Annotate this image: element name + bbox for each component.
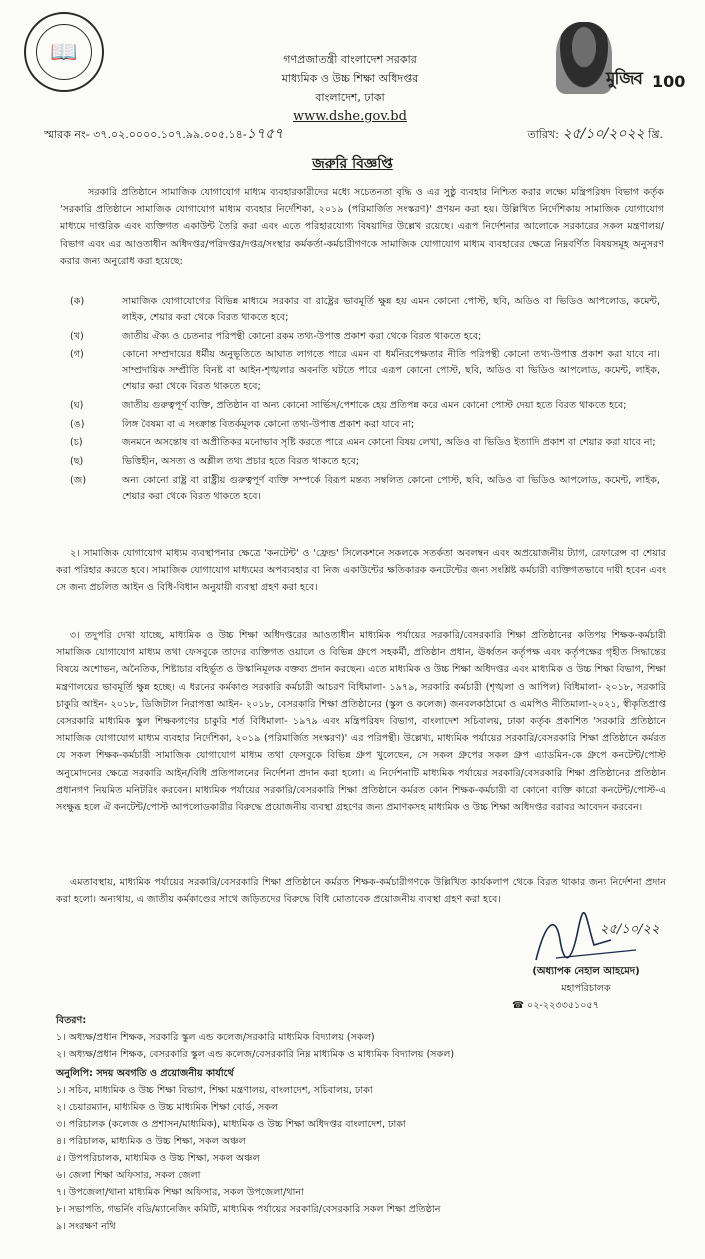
- memo-handwritten-number: ১৭৫৭: [246, 126, 284, 142]
- list-item: ৬। জেলা শিক্ষা অফিসার, সকল জেলা: [56, 1170, 201, 1181]
- list-item: ৩। পরিচালক (কলেজ ও প্রশাসন/মাধ্যমিক), মাধ্যমিক ও উচ্চ শিক্ষা অধিদপ্তর বাংলাদেশ, ঢাকা: [56, 1119, 406, 1130]
- signatory-name: (অধ্যাপক নেহাল আহমেদ): [532, 966, 640, 977]
- letterhead: [180, 50, 520, 126]
- distribution-title: বিতরণ:: [56, 1015, 87, 1026]
- list-item: [70, 347, 660, 394]
- list-item: ৯। সংরক্ষণ নথি: [56, 1221, 116, 1232]
- list-item: ৮। সভাপতি, গভর্নিং বডি/ম্যানেজিং কমিটি, মাধ্যমিক পর্যায়ের সরকারি/বেসরকারি সকল শিক্ষা প্রতিষ্ঠান: [56, 1204, 441, 1215]
- location-line: বাংলাদেশ, ঢাকা: [315, 91, 385, 104]
- paragraph-2: ২। সামাজিক যোগাযোগ মাধ্যম ব্যবস্থাপনার ক্ষেত্রে 'কনটেন্ট' ও 'ফ্রেন্ড' সিলেকশনে সকলকে সতর্কতা অবলম্বন এবং অপ্রয়োজনীয় ট্যাগ, রেফারেন্স বা শেয়ার করা পরিহার করতে হবে। সামাজিক যোগাযোগ মাধ্যমের অপব্যবহার বা নিজ একাউন্টের ক্ষতিকারক কনটেন্টের জন্য সংশ্লিষ্ট কর্মচারী ব্যক্তিগতভাবে দায়ী হবেন এবং সে জন্য প্রচলিত আইন ও বিধি-বিধান অনুযায়ী ব্যবস্থা গ্রহণ করা হবে।: [56, 548, 666, 594]
- item-text: অন্য কোনো রাষ্ট্র বা রাষ্ট্রীয় গুরুত্বপূর্ণ ব্যক্তি সম্পর্কে বিরূপ মন্তব্য সম্বলিত কোনো পোস্ট, ছবি, অডিও বা ভিডিও আপলোড, কমেন্ট, লাইক, শেয়ার করা থেকে বিরত থাকতে হবে।: [122, 474, 660, 502]
- govt-line: গণপ্রজাতন্ত্রী বাংলাদেশ সরকার: [283, 53, 417, 66]
- website-link[interactable]: www.dshe.gov.bd: [293, 109, 407, 124]
- item-text: জাতীয় গুরুত্বপূর্ণ ব্যক্তি, প্রতিষ্ঠান বা অন্য কোনো সার্ভিস/পেশাকে হেয় প্রতিপন্ন করে এমন কোনো পোস্ট দেয়া হতে বিরত থাকতে হবে;: [122, 399, 627, 411]
- list-item: ২। অধ্যক্ষ/প্রধান শিক্ষক, বেসরকারি স্কুল এন্ড কলেজ/বেসরকারি নিম্ন মাধ্যমিক ও মাধ্যমিক বিদ্যালয় (সকল): [56, 1049, 455, 1060]
- list-item: ৫। উপপরিচালক, মাধ্যমিক ও উচ্চ শিক্ষা, সকল অঞ্চল: [56, 1153, 260, 1164]
- list-item: ৭। উপজেলা/থানা মাধ্যমিক শিক্ষা অফিসার, সকল উপজেলা/থানা: [56, 1187, 304, 1198]
- list-item: [70, 417, 660, 433]
- list-item: [70, 454, 660, 470]
- portrait-icon: [556, 22, 612, 94]
- phone-number: ০২-২২৩৩৫১০৫৭: [526, 1000, 599, 1011]
- paragraph-4: এমতাবস্থায়, মাধ্যমিক পর্যায়ের সরকারি/বেসরকারি শিক্ষা প্রতিষ্ঠানে কর্মরত শিক্ষক-কর্মচারীগণকে উল্লিখিত কার্যকলাপ থেকে বিরত থাকার জন্য নির্দেশনা প্রদান করা হলো। অন্যথায়, এ জাতীয় কর্মকাণ্ডের সাথে জড়িতদের বিরুদ্ধে বিধি মোতাবেক প্রয়োজনীয় ব্যবস্থা গ্রহণ করা হবে।: [56, 877, 666, 906]
- list-item: ৪। পরিচালক, মাধ্যমিক ও উচ্চ শিক্ষা, সকল অঞ্চল: [56, 1136, 246, 1147]
- item-marker: (ঘ): [70, 399, 84, 411]
- item-marker: (চ): [70, 437, 83, 449]
- paragraph-3: ৩। তদুপরি দেখা যাচ্ছে, মাধ্যমিক ও উচ্চ শিক্ষা অধিদপ্তরের আওতাধীন মাধ্যমিক পর্যায়ের সরকারি/বেসরকারি শিক্ষা প্রতিষ্ঠানের কতিপয় শিক্ষক-কর্মচারী সামাজিক যোগাযোগ মাধ্যম তথা ফেসবুকে তাদের ব্যক্তিগত ওয়ালে ও বিভিন্ন গ্রুপে সহকর্মী, প্রতিষ্ঠান প্রধান, ঊর্ধ্বতন কর্তৃপক্ষ এবং কর্তৃপক্ষের গৃহীত সিদ্ধান্তের বিষয়ে অশোভন, অনৈতিক, শিষ্টাচার বহির্ভূত ও উস্কানিমূলক বক্তব্য প্রদান করছেন। এতে মাধ্যমিক ও উচ্চ শিক্ষা অধিদপ্তর এবং মাধ্যমিক ও উচ্চ শিক্ষা বিভাগ, শিক্ষা মন্ত্রণালয়ের ভাবমূর্তি ক্ষুন্ন হচ্ছে। এ ধরনের কর্মকাণ্ড সরকারি কর্মচারী আচরণ বিধিমালা- ১৯৭৯, সরকারি কর্মচারী (শৃঙ্খলা ও আপিল) বিধিমালা- ২০১৮, সরকারি চাকুরি আইন- ২০১৮, ডিজিটাল নিরাপত্তা আইন- ২০১৮, বেসরকারি শিক্ষা প্রতিষ্ঠানের (স্কুল ও কলেজ) জনবলকাঠামো ও এমপিও নীতিমালা-২০২১, স্বীকৃতিপ্রাপ্ত বেসরকারি মাধ্যমিক স্কুল শিক্ষকগণের চাকুরি শর্ত বিধিমালা- ১৯৭৯ এবং মন্ত্রিপরিষদ বিভাগ, বাংলাদেশ সচিবালয়, ঢাকা কর্তৃক প্রকাশিত 'সরকারি প্রতিষ্ঠানে সামাজিক যোগাযোগ মাধ্যম ব্যবহার নির্দেশিকা, ২০১৯ (পরিমার্জিত সংস্করণ)' এর পরিপন্থী। উল্লেখ্য, মাধ্যমিক পর্যায়ের সরকারি/বেসরকারি শিক্ষা প্রতিষ্ঠানে কর্মরত যে সকল শিক্ষক-কর্মচারী সামাজিক যোগাযোগ মাধ্যম তথা ফেসবুকে বিভিন্ন গ্রুপ খুলেছেন, সে সকল গ্রুপের সকল গ্রুপ এ্যাডমিন-কে গ্রুপে কনটেন্ট/পোস্ট অনুমোদনের ক্ষেত্রে সরকারি আইন/বিধি প্রতিপালনের নির্দেশনা প্রদান করা হলো। এ নির্দেশনাটি মাধ্যমিক পর্যায়ের সরকারি/বেসরকারি শিক্ষা প্রতিষ্ঠানের প্রতিষ্ঠান প্রধানগণ নিয়মিত মনিটরিং করবেন। মাধ্যমিক পর্যায়ের সরকারি/বেসরকারি শিক্ষা প্রতিষ্ঠানে কর্মরত কোন শিক্ষক-কর্মচারী বা কোনো ব্যক্তি কারো কনটেন্ট/পোস্ট-এ সংক্ষুব্ধ হলে ঐ কনটেন্ট/পোস্ট আপলোডকারীর বিরুদ্ধে প্রয়োজনীয় ব্যবস্থা গ্রহণের জন্য প্রমাণকসহ মাধ্যমিক ও উচ্চ শিক্ষা অধিদপ্তর বরাবর আবেদন করবেন।: [56, 630, 666, 814]
- list-item: [70, 473, 660, 505]
- list-item: [70, 435, 660, 451]
- date-label: তারিখ:: [527, 128, 559, 141]
- item-text: লিঙ্গ বৈষম্য বা এ সংক্রান্ত বিতর্কমূলক কোনো তথ্য-উপাত্ত প্রকাশ করা যাবে না;: [122, 418, 415, 430]
- date-value: ২৫/১০/২০২২: [562, 126, 645, 142]
- date-suffix: খ্রি.: [648, 128, 663, 141]
- list-item: [70, 294, 660, 326]
- memo-date: [527, 122, 663, 146]
- item-text: কোনো সম্প্রদায়ের ধর্মীয় অনুভূতিতে আঘাত লাগতে পারে এমন বা ধর্মনিরপেক্ষতার নীতি পরিপন্থী কোনো তথ্য-উপাত্ত প্রকাশ করা যাবে না। সাম্প্রদায়িক সম্প্রীতি বিনষ্ট বা আইন-শৃঙ্খলার অবনতি ঘটতে পারে এরূপ কোনো পোস্ট, ছবি, অডিও বা ভিডিও আপলোড, কমেন্ট, লাইক, শেয়ার করা থেকে বিরত থাকতে হবে;: [122, 349, 660, 392]
- item-marker: (খ): [70, 330, 84, 342]
- distribution-list: [56, 1029, 676, 1063]
- book-emblem-icon: 📖: [36, 24, 92, 80]
- memo-prefix: স্মারক নং- ৩৭.০২.০০০০.১০৭.৯৯.০০৫.১৪-: [44, 128, 247, 141]
- copies-list: [56, 1082, 676, 1235]
- item-marker: (ঙ): [70, 418, 85, 430]
- copies-title: অনুলিপি: সদয় অবগতি ও প্রয়োজনীয় কার্যার্থে: [56, 1068, 234, 1079]
- list-item: ২। চেয়ারম্যান, মাধ্যমিক ও উচ্চ মাধ্যমিক শিক্ষা বোর্ড, সকল: [56, 1102, 279, 1113]
- item-marker: (ক): [70, 296, 85, 307]
- item-text: ভিত্তিহীন, অসত্য ও অশ্লীল তথ্য প্রচার হতে বিরত থাকতে হবে;: [122, 456, 360, 468]
- education-emblem: [24, 12, 104, 92]
- phone-icon: ☎: [512, 1000, 524, 1011]
- list-item: ১। অধ্যক্ষ/প্রধান শিক্ষক, সরকারি স্কুল এন্ড কলেজ/সরকারি মাধ্যমিক বিদ্যালয় (সকল): [56, 1032, 375, 1043]
- instruction-list: [70, 294, 660, 508]
- item-marker: (গ): [70, 349, 84, 361]
- notice-title: জরুরি বিজ্ঞপ্তি: [312, 156, 393, 172]
- list-item: [70, 398, 660, 414]
- copies-section: [56, 1065, 676, 1235]
- office-line: মাধ্যমিক ও উচ্চ শিক্ষা অধিদপ্তর: [281, 72, 419, 85]
- item-text: সামাজিক যোগাযোগের বিভিন্ন মাধ্যমে সরকার বা রাষ্ট্রের ভাবমূর্তি ক্ষুন্ন হয় এমন কোনো পোস্ট, ছবি, অডিও বা ভিডিও আপলোড, কমেন্ট, লাইক, শেয়ার করা থেকে বিরত থাকতে হবে;: [122, 296, 660, 323]
- mujib-100-logo: [556, 22, 686, 102]
- item-text: জাতীয় ঐক্য ও চেতনার পরিপন্থী কোনো রকম তথ্য-উপাত্ত প্রকাশ করা থেকে বিরত থাকতে হবে;: [122, 330, 482, 342]
- intro-paragraph: সরকারি প্রতিষ্ঠানে সামাজিক যোগাযোগ মাধ্যম ব্যবহারকারীদের মধ্যে সচেতনতা বৃদ্ধি ও এর সুষ্ঠু ব্যবহার নিশ্চিত করার লক্ষ্যে মন্ত্রিপরিষদ বিভাগ কর্তৃক 'সরকারি প্রতিষ্ঠানে সামাজিক যোগাযোগ মাধ্যম ব্যবহার নির্দেশিকা, ২০১৯ (পরিমার্জিত সংস্করণ)' প্রণয়ন করা হয়। উল্লিখিত নির্দেশিকায় সামাজিক যোগাযোগ মাধ্যমে দাপ্তরিক এবং ব্যক্তিগত একাউন্ট তৈরি করা এবং এতে পরিহারযোগ্য বিষয়াদির উল্লেখ রয়েছে। এরূপ নির্দেশনার আলোকে সরকারের সকল মন্ত্রণালয়/বিভাগ এবং এর আওতাধীন অধিদপ্তর/পরিদপ্তর/দপ্তর/সংস্থার কর্মকর্তা-কর্মচারীগণকে সামাজিক যোগাযোগ মাধ্যম ব্যবহারের ক্ষেত্রে নিম্নবর্ণিত বিষয়সমূহ অনুসরণ করার জন্য অনুরোধ করা হয়েছে:: [60, 187, 664, 267]
- item-marker: (জ): [70, 474, 87, 486]
- list-item: ১। সচিব, মাধ্যমিক ও উচ্চ শিক্ষা বিভাগ, শিক্ষা মন্ত্রণালয়, বাংলাদেশ, সচিবালয়, ঢাকা: [56, 1085, 373, 1096]
- item-text: জনমনে অসন্তোষ বা অপ্রীতিকর মনোভাব সৃষ্টি করতে পারে এমন কোনো বিষয় লেখা, অডিও বা ভিডিও ইত্যাদি প্রকাশ বা শেয়ার করা যাবে না;: [122, 437, 656, 449]
- memo-number: [44, 122, 283, 146]
- signatory-designation: মহাপরিচালক: [561, 983, 611, 994]
- mujib-logo-number: 100: [652, 72, 686, 91]
- item-marker: (ছ): [70, 456, 84, 468]
- list-item: [70, 329, 660, 345]
- signature-date: ২৫/১০/২২: [600, 922, 660, 937]
- distribution-section: [56, 1012, 676, 1063]
- mujib-logo-text: মুজিব: [606, 69, 642, 89]
